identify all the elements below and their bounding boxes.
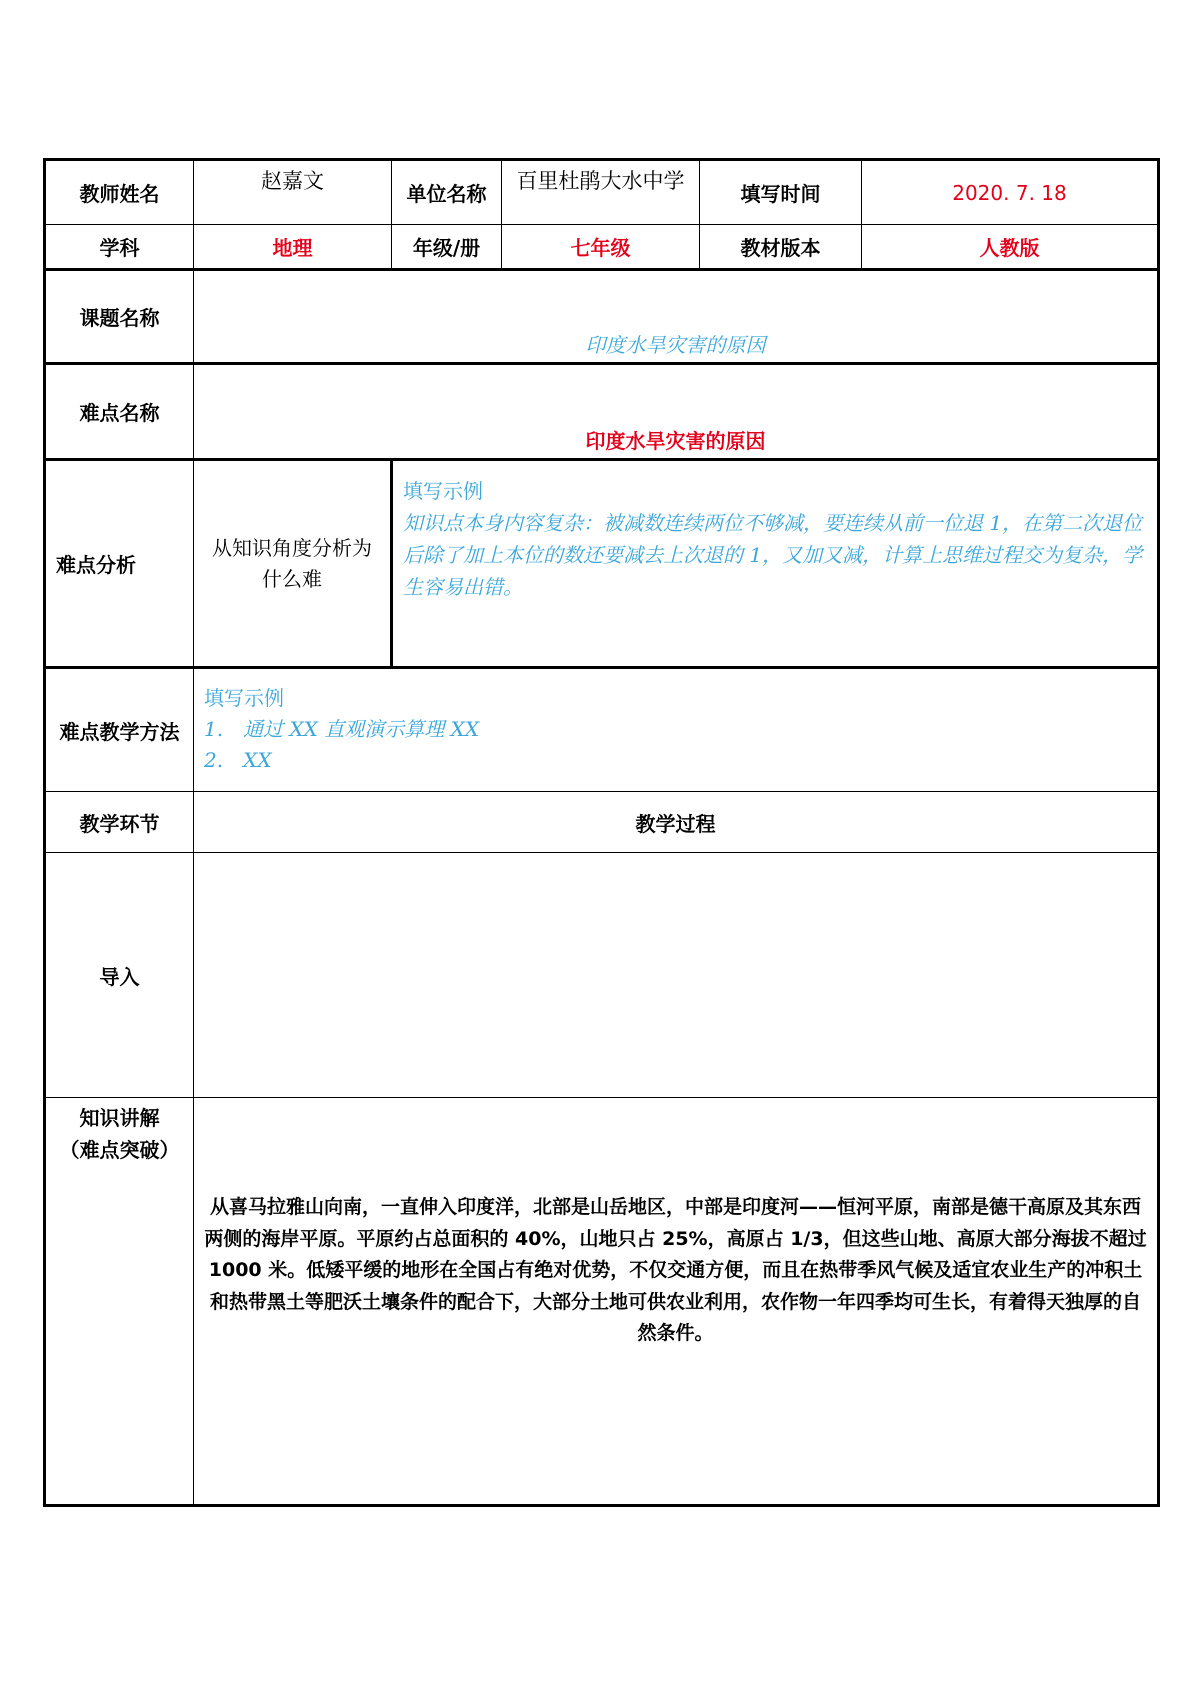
knowledge-content — [194, 1098, 1159, 1506]
topic-value: 印度水旱灾害的原因 — [194, 270, 1159, 364]
lesson-plan-form — [43, 158, 1157, 1507]
process-header: 教学过程 — [194, 792, 1159, 853]
subject-label: 学科 — [45, 225, 194, 270]
topic-label: 课题名称 — [45, 270, 194, 364]
subject-value: 地理 — [194, 225, 392, 270]
knowledge-label — [45, 1098, 194, 1506]
grade-label: 年级/册 — [392, 225, 502, 270]
edition-label: 教材版本 — [700, 225, 862, 270]
grade-value: 七年级 — [502, 225, 700, 270]
knowledge-label-line-1: 知识讲解 — [79, 1106, 160, 1130]
unit-name-label: 单位名称 — [392, 160, 502, 225]
analysis-sample-title: 填写示例 — [403, 479, 483, 503]
knowledge-text: 从喜马拉雅山向南，一直伸入印度洋，北部是山岳地区，中部是印度河——恒河平原，南部是德干高原及其东西两侧的海岸平原。平原约占总面积的 40%，山地只占 25%，高原占 1/3，但这些山地、高原大部分海拔不超过 1000 米。低矮平缓的地形在全国占有绝对优势，不仅交通方便，而且在热带季风气候及适宜农业生产的冲积土和热带黑土等肥沃土壤条件的配合下，大部分土地可供农业利用，农作物一年四季均可生长，有着得天独厚的自然条件。 — [204, 1196, 1147, 1344]
method-sample-title: 填写示例 — [204, 686, 284, 710]
method-sample — [194, 668, 1159, 792]
unit-name-value: 百里杜鹃大水中学 — [502, 160, 700, 225]
teacher-name-value: 赵嘉文 — [194, 160, 392, 225]
intro-label: 导入 — [45, 853, 194, 1098]
fill-time-value: 2020. 7. 18 — [862, 160, 1159, 225]
difficulty-label: 难点名称 — [45, 364, 194, 460]
lesson-plan-table — [43, 158, 1160, 1507]
knowledge-label-line-2: （难点突破） — [59, 1138, 180, 1162]
stage-header: 教学环节 — [45, 792, 194, 853]
method-label: 难点教学方法 — [45, 668, 194, 792]
teacher-name-label: 教师姓名 — [45, 160, 194, 225]
fill-time-label: 填写时间 — [700, 160, 862, 225]
intro-content — [194, 853, 1159, 1098]
analysis-label: 难点分析 — [45, 460, 194, 668]
difficulty-value: 印度水旱灾害的原因 — [194, 364, 1159, 460]
analysis-sample — [392, 460, 1159, 668]
edition-value: 人教版 — [862, 225, 1159, 270]
analysis-sample-text: 知识点本身内容复杂：被减数连续两位不够减，要连续从前一位退 1，在第二次退位后除了加上本位的数还要减去上次退的 1，又加又减，计算上思维过程交为复杂，学生容易出错。 — [403, 511, 1143, 599]
method-item-1: 1. 通过 XX 直观演示算理 XX — [204, 717, 480, 741]
analysis-sub-label: 从知识角度分析为什么难 — [194, 460, 392, 668]
method-item-2: 2. XX — [204, 748, 272, 772]
